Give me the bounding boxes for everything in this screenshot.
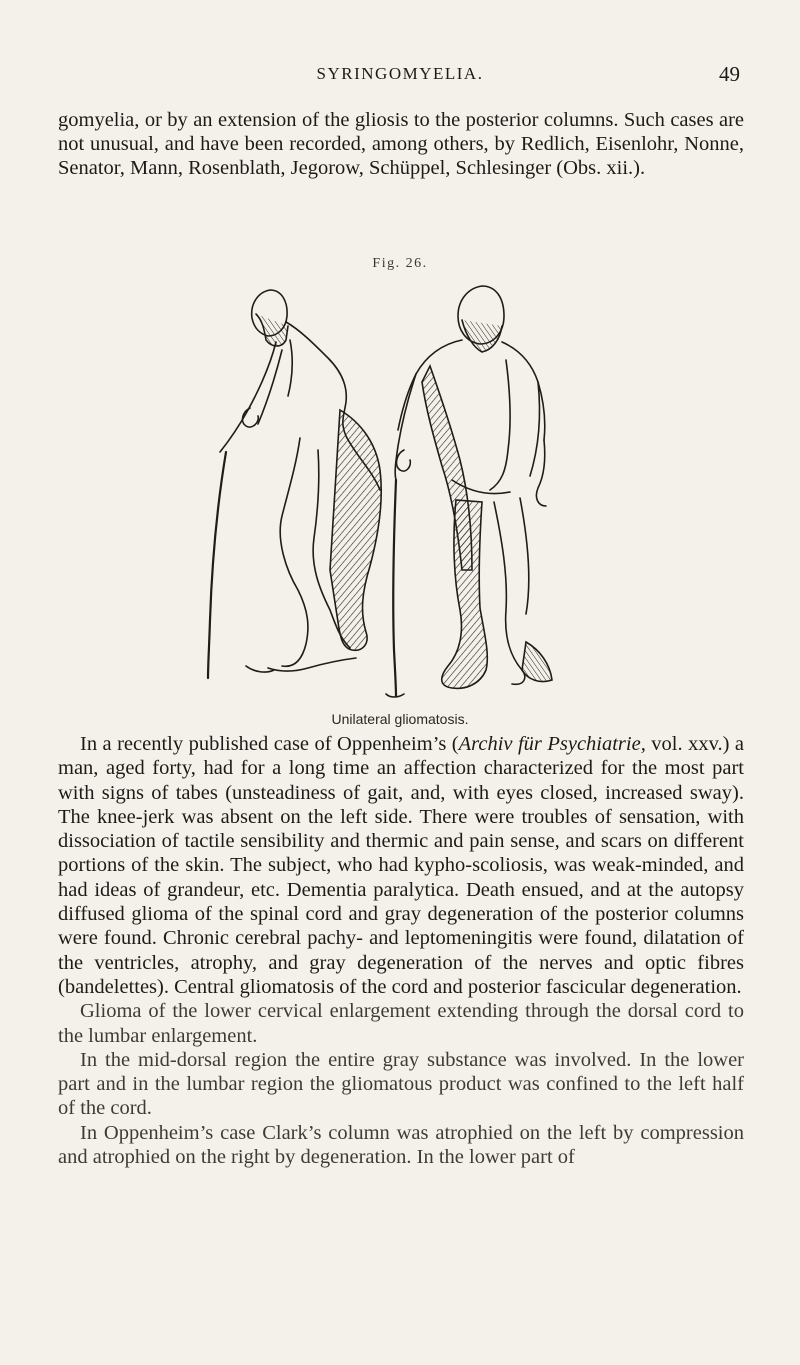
paragraph-glioma-extent: Glioma of the lower cervical enlargement extending through the dorsal cord to the lumbar enlargement. bbox=[58, 1000, 744, 1047]
paragraph-clarks-column: In Oppenheim’s case Clark’s column was atrophied on the left by compression and atrophied on the right by degeneration. In the lower part of bbox=[58, 1121, 744, 1169]
paragraph-oppenheim-case bbox=[58, 732, 744, 999]
journal-title: Archiv für Psychiatrie, bbox=[458, 733, 646, 755]
page-number: 49 bbox=[719, 62, 740, 86]
p1-lead: In a recently published case of Oppenheim’s ( bbox=[80, 733, 459, 755]
figure-label: Fig. 26. bbox=[372, 256, 428, 271]
page-header bbox=[60, 62, 740, 88]
figure-illustration bbox=[190, 270, 620, 710]
paragraph-mid-dorsal: In the mid-dorsal region the entire gray substance was involved. In the lower part and in the lumbar region the gliomatous product was confined to the left half of the cord. bbox=[58, 1048, 744, 1120]
p1-rest: vol. xxv.) a man, aged forty, had for a long time an affection characterized for the most part with signs of tabes (unsteadiness of gait, and, with eyes closed, increased sway). The knee-jerk was absent on the left side. There were troubles of sensation, with dissociation of tactile sensibility and thermic and pain sense, and scars on different portions of the skin. The subject, who had kypho-scoliosis, was weak-minded, and had ideas of grandeur, etc. Dementia paralytica. Death ensued, and at the autopsy diffused glioma of the spinal cord and gray degeneration of the posterior columns were found. Chronic cerebral pachy- and leptomeningitis were found, dilatation of the ventricles, atrophy, and gray degeneration of the nerves and optic fibres (bandelettes). Central gliomatosis of the cord and posterior fascicular degeneration. bbox=[58, 733, 745, 998]
body-text bbox=[58, 732, 744, 1169]
top-paragraph: gomyelia, or by an extension of the gliosis to the posterior columns. Such cases are not unusual, and have been recorded, among others, by Redlich, Eisenlohr, Nonne, Senator, Mann, Rosenblath, Jegorow, Schüppel, Schlesinger (Obs. xii.). bbox=[58, 109, 744, 179]
figure-caption: Unilateral gliomatosis. bbox=[331, 711, 469, 727]
right-figure bbox=[386, 286, 552, 697]
running-title: SYRINGOMYELIA. bbox=[316, 64, 484, 83]
left-figure bbox=[208, 290, 381, 678]
